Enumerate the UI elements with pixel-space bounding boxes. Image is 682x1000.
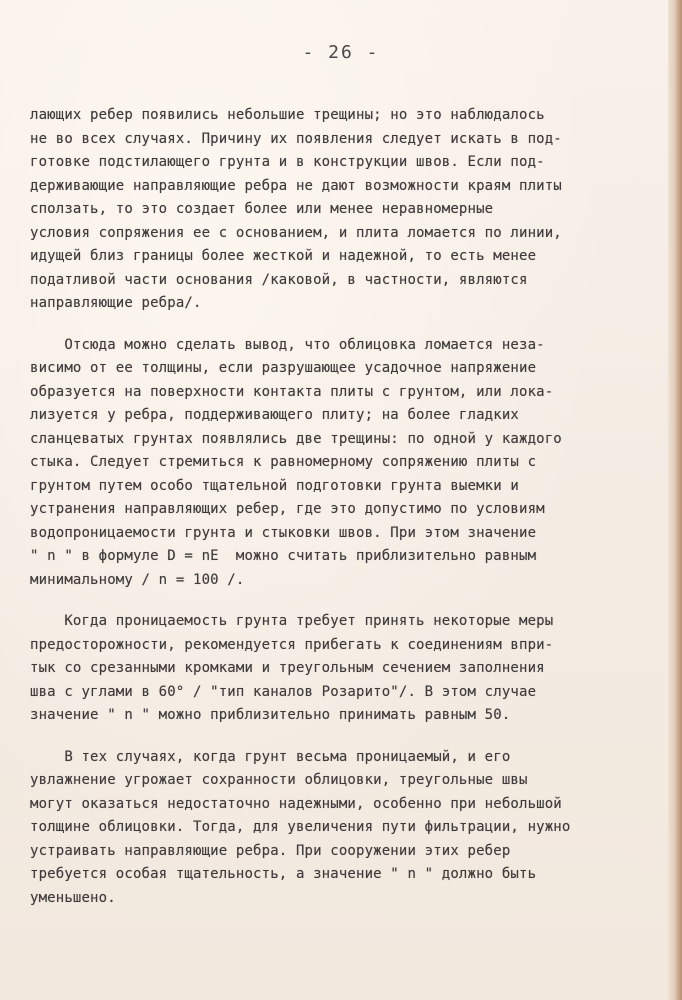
text-line: идущей близ границы более жесткой и надежной, то есть менее: [30, 248, 537, 264]
text-line: направляющие ребра/.: [30, 295, 202, 311]
text-line: тык со срезанными кромками и треугольным сечением заполнения: [30, 660, 545, 676]
text-line: водопроницаемости грунта и стыковки швов. При этом значение: [30, 524, 537, 541]
text-line: предосторожности, рекомендуется прибегать к соединениям впри-: [30, 636, 554, 653]
text-line: Отсюда можно сделать вывод, что облицовка ломается неза-: [30, 336, 545, 353]
text-line: образуется на поверхности контакта плиты с грунтом, или лока-: [30, 383, 554, 400]
text-line: могут оказаться недостаточно надежными, особенно при небольшой: [30, 795, 562, 812]
text-line: увлажнение угрожает сохранности облицовки, треугольные швы: [30, 772, 528, 788]
text-line: сланцеватых грунтах появлялись две трещины: по одной у каждого: [30, 430, 562, 447]
text-line: устраивать направляющие ребра. При сооружении этих ребер: [30, 842, 511, 859]
paragraph-spacer: [30, 592, 662, 610]
text-line: сползать, то это создает более или менее неравномерные: [30, 201, 494, 217]
text-line: Когда проницаемость грунта требует принять некоторые меры: [30, 613, 554, 629]
text-line: шва с углами в 60° / "тип каналов Розарито"/. В этом случае: [30, 683, 537, 700]
page-number: - 26 -: [302, 42, 380, 63]
text-line: значение " n " можно приблизительно принимать равным 50.: [30, 707, 511, 723]
text-line: толщине облицовки. Тогда, для увеличения пути фильтрации, нужно: [30, 819, 571, 835]
text-line: висимо от ее толщины, если разрушающее усадочное напряжение: [30, 360, 537, 376]
text-line: податливой части основания /каковой, в частности, являются: [30, 271, 528, 288]
paragraph-spacer: [30, 728, 662, 746]
text-line: готовке подстилающего грунта и в конструкции швов. Если под-: [30, 154, 545, 170]
text-line: В тех случаях, когда грунт весьма проницаемый, и его: [30, 748, 511, 765]
paragraph-1: [30, 104, 662, 316]
formula-line: " n " в формуле D = nE можно считать приблизительно равным: [30, 548, 537, 564]
text-line: устранения направляющих ребер, где это допустимо по условиям: [30, 501, 545, 517]
text-line: не во всех случаях. Причину их появления следует искать в под-: [30, 130, 562, 147]
text-line: требуется особая тщательность, а значение " n " должно быть: [30, 866, 537, 882]
text-line: уменьшено.: [30, 889, 116, 906]
page-binding-edge: [668, 0, 682, 1000]
text-line: грунтом путем особо тщательной подготовки грунта выемки и: [30, 477, 519, 494]
text-line: лающих ребер появились небольшие трещины; но это наблюдалось: [30, 107, 545, 123]
text-line: минимальному / n = 100 /.: [30, 571, 245, 588]
text-line: держивающие направляющие ребра не дают возможности краям плиты: [30, 177, 562, 194]
paragraph-2: [30, 334, 662, 593]
paragraph-4: [30, 746, 662, 911]
text-line: условия сопряжения ее с основанием, и плита ломается по линии,: [30, 224, 562, 241]
text-line: стыка. Следует стремиться к равномерному сопряжению плиты с: [30, 454, 537, 470]
body-text: [30, 104, 662, 910]
paragraph-3: [30, 610, 662, 728]
paragraph-spacer: [30, 316, 662, 334]
text-line: лизуется у ребра, поддерживающего плиту; на более гладких: [30, 407, 519, 423]
